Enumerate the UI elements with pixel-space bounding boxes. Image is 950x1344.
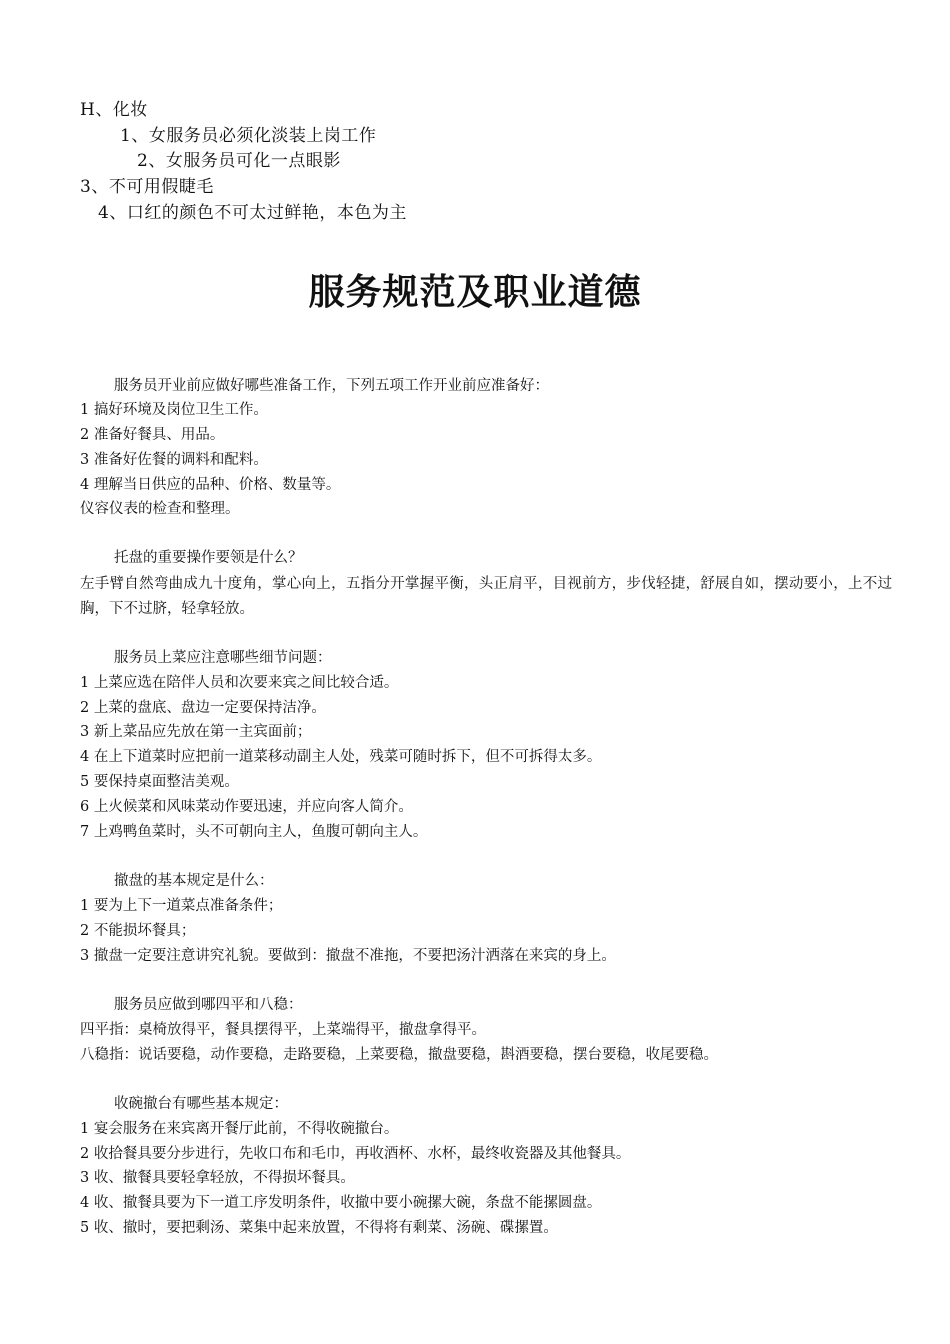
section-question: 撤盘的基本规定是什么：: [114, 873, 274, 889]
section-question: 托盘的重要操作要领是什么？: [114, 550, 303, 566]
list-item: 仪容仪表的检查和整理。: [80, 501, 240, 517]
list-item: 5 要保持桌面整洁美观。: [80, 774, 239, 790]
list-item: 3 撤盘一定要注意讲究礼貌。要做到：撤盘不准拖，不要把汤汁洒落在来宾的身上。: [80, 948, 616, 964]
list-item: 3 准备好佐餐的调料和配料。: [80, 452, 268, 468]
list-item: 2 收拾餐具要分步进行，先收口布和毛巾，再收酒杯、水杯，最终收瓷器及其他餐具。: [80, 1146, 631, 1162]
makeup-item: 4、口红的颜色不可太过鲜艳，本色为主: [98, 203, 407, 223]
list-item: 7 上鸡鸭鱼菜时，头不可朝向主人，鱼腹可朝向主人。: [80, 824, 428, 840]
list-item: 4 在上下道菜时应把前一道菜移动副主人处，残菜可随时拆下，但不可拆得太多。: [80, 749, 602, 765]
list-item: 5 收、撤时，要把剩汤、菜集中起来放置，不得将有剩菜、汤碗、碟摞置。: [80, 1220, 558, 1236]
section-question: 收碗撤台有哪些基本规定：: [114, 1096, 288, 1112]
makeup-item: 1、女服务员必须化淡装上岗工作: [120, 126, 377, 146]
section-question: 服务员开业前应做好哪些准备工作，下列五项工作开业前应准备好：: [114, 378, 549, 394]
makeup-heading: H、化妆: [80, 100, 148, 120]
list-item: 1 搞好环境及岗位卫生工作。: [80, 402, 268, 418]
list-item: 4 理解当日供应的品种、价格、数量等。: [80, 477, 341, 493]
section-paragraph: 左手臂自然弯曲成九十度角，掌心向上，五指分开掌握平衡，头正肩平，目视前方，步伐轻捷，舒展自如，摆动要小，上不过胸，下不过脐，轻拿轻放。: [80, 576, 892, 617]
list-item: 6 上火候菜和风味菜动作要迅速，并应向客人简介。: [80, 799, 413, 815]
list-item: 1 宴会服务在来宾离开餐厅此前，不得收碗撤台。: [80, 1121, 399, 1137]
list-item: 2 不能损坏餐具；: [80, 923, 196, 939]
page-title: 服务规范及职业道德: [308, 271, 642, 313]
makeup-item: 3、不可用假睫毛: [80, 177, 214, 197]
list-item: 3 收、撤餐具要轻拿轻放，不得损坏餐具。: [80, 1170, 355, 1186]
list-item: 3 新上菜品应先放在第一主宾面前；: [80, 724, 312, 740]
list-item: 1 上菜应选在陪伴人员和次要来宾之间比较合适。: [80, 675, 399, 691]
list-item: 2 准备好餐具、用品。: [80, 427, 225, 443]
list-item: 2 上菜的盘底、盘边一定要保持洁净。: [80, 700, 326, 716]
list-item: 1 要为上下一道菜点准备条件；: [80, 898, 283, 914]
list-item: 4 收、撤餐具要为下一道工序发明条件，收撤中要小碗摞大碗，条盘不能摞圆盘。: [80, 1195, 602, 1211]
list-item: 八稳指：说话要稳，动作要稳，走路要稳，上菜要稳，撤盘要稳，斟酒要稳，摆台要稳，收尾要稳。: [80, 1047, 718, 1063]
makeup-item: 2、女服务员可化一点眼影: [137, 151, 341, 171]
section-question: 服务员应做到哪四平和八稳：: [114, 997, 303, 1013]
section-question: 服务员上菜应注意哪些细节问题：: [114, 650, 332, 666]
list-item: 四平指：桌椅放得平，餐具摆得平，上菜端得平，撤盘拿得平。: [80, 1022, 486, 1038]
